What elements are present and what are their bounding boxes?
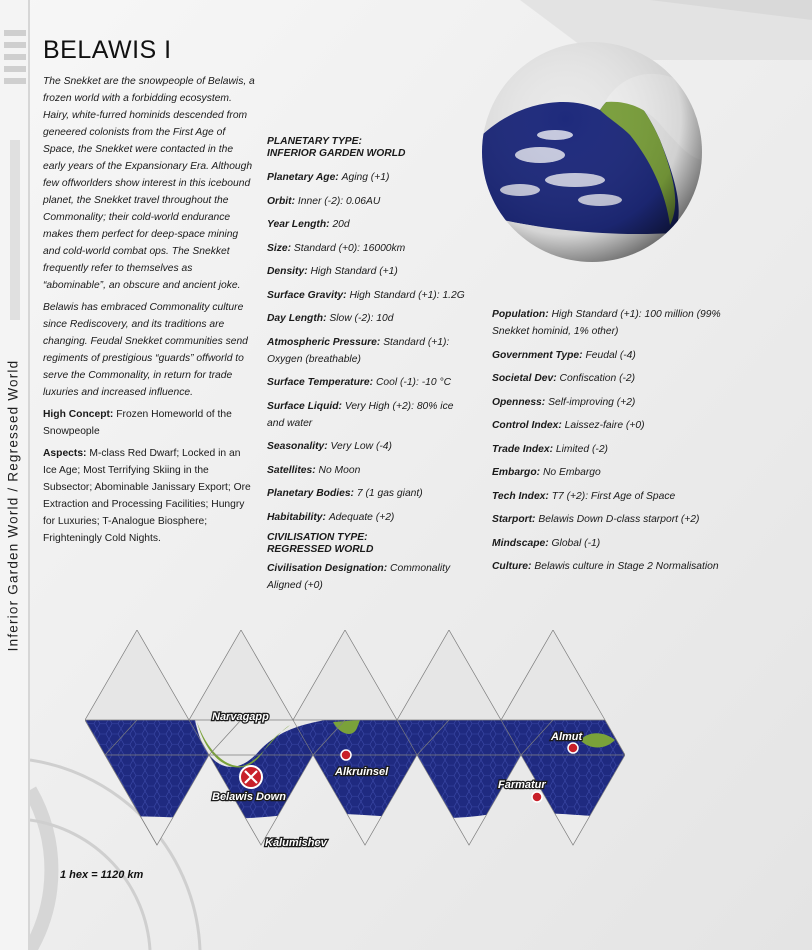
stat-label: Control Index: xyxy=(492,420,562,431)
stat-value: Aging (+1) xyxy=(341,172,390,183)
stat-value: Standard (+1): Oxygen (breathable) xyxy=(267,336,450,365)
stat-label: Satellites: xyxy=(267,464,316,476)
aspects-value: M-class Red Dwarf; Locked in an Ice Age; Most Terrifying Skiing in the Subsector; Abominable Janissary Export; Ore Extraction and Processing Facilities; Hungry for Luxuries; T-Analogue Biosphere; Frighteningly Cold Nights. xyxy=(43,448,251,544)
stat-row xyxy=(267,560,467,594)
stat-value: Adequate (+2) xyxy=(328,511,395,523)
stat-label: Openness: xyxy=(492,396,546,408)
stat-row xyxy=(267,169,467,186)
city-marker xyxy=(341,750,351,760)
stat-row xyxy=(492,535,722,552)
map-label-alkruinsel: Alkruinsel xyxy=(335,766,389,778)
stat-row xyxy=(267,485,467,502)
starport-marker xyxy=(240,766,262,788)
stat-value: Slow (-2): 10d xyxy=(329,313,394,324)
stat-value: 20d xyxy=(332,219,350,230)
icosahedral-world-map xyxy=(85,630,625,880)
city-marker xyxy=(568,743,578,753)
planetary-type-heading: PLANETARY TYPE: INFERIOR GARDEN WORLD xyxy=(267,136,406,159)
stat-row xyxy=(267,287,467,304)
stat-label: Surface Temperature: xyxy=(267,377,374,388)
stat-row xyxy=(267,334,467,368)
stat-label: Planetary Age: xyxy=(267,172,339,183)
stat-row xyxy=(492,347,722,364)
stat-value: High Standard (+1) xyxy=(310,266,398,277)
stat-row xyxy=(267,263,467,280)
stat-label: Tech Index: xyxy=(492,490,549,502)
stat-label: Orbit: xyxy=(267,195,296,207)
stat-label: Surface Gravity: xyxy=(267,289,347,301)
stat-label: Day Length: xyxy=(267,313,327,324)
stat-label: Starport: xyxy=(492,514,536,525)
stat-row xyxy=(492,441,722,458)
stat-value: Cool (-1): -10 °C xyxy=(375,377,452,388)
intro-paragraph: Belawis has embraced Commonality culture since Rediscovery, and its traditions are changing. Feudal Snekket communities send regiments of prestigious “guards” offworld to serve the Commonality, in return for trade luxuries and increased influence. xyxy=(43,302,248,398)
stat-row xyxy=(492,511,722,528)
stat-value: Global (-1) xyxy=(551,537,601,549)
stat-label: Year Length: xyxy=(267,219,330,230)
high-concept-value: Frozen Homeworld of the Snowpeople xyxy=(43,409,232,437)
civilisation-type-heading: CIVILISATION TYPE: REGRESSED WORLD xyxy=(267,532,374,555)
stat-label: Habitability: xyxy=(267,511,326,523)
stat-label: Mindscape: xyxy=(492,537,549,549)
stat-label: Surface Liquid: xyxy=(267,400,342,412)
map-label-kalumishev: Kalumishev xyxy=(265,837,327,849)
aspects-label: Aspects: xyxy=(43,448,87,459)
side-section-title: Inferior Garden World / Regressed World xyxy=(5,359,21,652)
stat-value: Self-improving (+2) xyxy=(548,396,636,408)
high-concept-label: High Concept: xyxy=(43,409,114,420)
stat-label: Culture: xyxy=(492,561,532,572)
stat-value: Commonality Aligned (+0) xyxy=(267,563,451,591)
stat-row xyxy=(267,193,467,210)
page-title: BELAWIS I xyxy=(43,36,172,64)
planetary-stats xyxy=(267,136,467,601)
stat-value: Belawis Down D-class starport (+2) xyxy=(538,514,700,525)
stat-value: Very Low (-4) xyxy=(330,441,392,452)
map-scale: 1 hex = 1120 km xyxy=(60,869,144,881)
stat-value: Standard (+0): 16000km xyxy=(293,242,406,254)
stat-value: Laissez-faire (+0) xyxy=(564,420,645,431)
stat-row xyxy=(492,370,722,387)
stat-row xyxy=(267,462,467,479)
stat-row xyxy=(267,374,467,391)
stat-row xyxy=(267,310,467,327)
stat-row xyxy=(267,509,467,526)
stat-value: 7 (1 gas giant) xyxy=(356,488,423,499)
stat-row xyxy=(492,464,722,481)
map-label-belawis-down: Belawis Down xyxy=(212,791,286,803)
stat-label: Population: xyxy=(492,309,549,320)
stat-label: Societal Dev: xyxy=(492,373,557,384)
stat-row xyxy=(267,438,467,455)
stat-value: T7 (+2): First Age of Space xyxy=(551,490,676,502)
map-label-narvagapp: Narvagapp xyxy=(212,711,269,723)
stat-row xyxy=(492,394,722,411)
stat-row xyxy=(267,216,467,233)
stat-row xyxy=(267,398,467,432)
description-column xyxy=(43,73,255,552)
high-concept xyxy=(43,406,255,440)
stat-value: Limited (-2) xyxy=(555,443,608,455)
stat-value: High Standard (+1): 100 million (99% Snekket hominid, 1% other) xyxy=(492,309,721,337)
stat-label: Civilisation Designation: xyxy=(267,563,388,574)
stat-label: Planetary Bodies: xyxy=(267,488,354,499)
map-label-farmatur: Farmatur xyxy=(498,779,546,791)
stat-row xyxy=(492,488,722,505)
stat-value: Belawis culture in Stage 2 Normalisation xyxy=(534,561,719,572)
stat-value: No Embargo xyxy=(542,467,601,478)
stat-label: Government Type: xyxy=(492,349,583,361)
stat-value: Feudal (-4) xyxy=(585,349,636,361)
stat-label: Density: xyxy=(267,266,308,277)
stat-label: Atmospheric Pressure: xyxy=(267,336,381,348)
stat-value: Confiscation (-2) xyxy=(559,373,636,384)
stat-value: Inner (-2): 0.06AU xyxy=(297,195,381,207)
stat-value: High Standard (+1): 1.2G xyxy=(349,289,465,301)
aspects xyxy=(43,445,255,547)
stat-row xyxy=(492,558,722,575)
map-label-almut: Almut xyxy=(551,731,583,743)
stat-label: Embargo: xyxy=(492,467,541,478)
stat-label: Seasonality: xyxy=(267,441,328,452)
stat-row xyxy=(492,306,722,340)
stat-label: Trade Index: xyxy=(492,443,554,455)
intro-paragraph: The Snekket are the snowpeople of Belawis, a frozen world with a forbidding ecosystem. Hairy, white-furred hominids descended from geneered colonists from the First Age of Space, the Snekket were contacted in the early years of the Expansionary Era. Although few offworlders show interest in this icebound planet, the Snekket travel throughout the Commonality; their cold-world endurance makes them perfect for deep-space mining and cold-world combat ops. The Snekket frequently refer to themselves as “abominable”, an obscure and ancient joke. xyxy=(43,76,255,291)
stat-value: Very High (+2): 80% ice and water xyxy=(267,400,454,429)
stat-label: Size: xyxy=(267,242,292,254)
stat-row xyxy=(267,240,467,257)
stat-value: No Moon xyxy=(318,464,361,476)
city-marker xyxy=(532,792,542,802)
stat-row xyxy=(492,417,722,434)
planet-globe-image xyxy=(480,40,704,264)
civilisation-stats xyxy=(492,306,722,582)
